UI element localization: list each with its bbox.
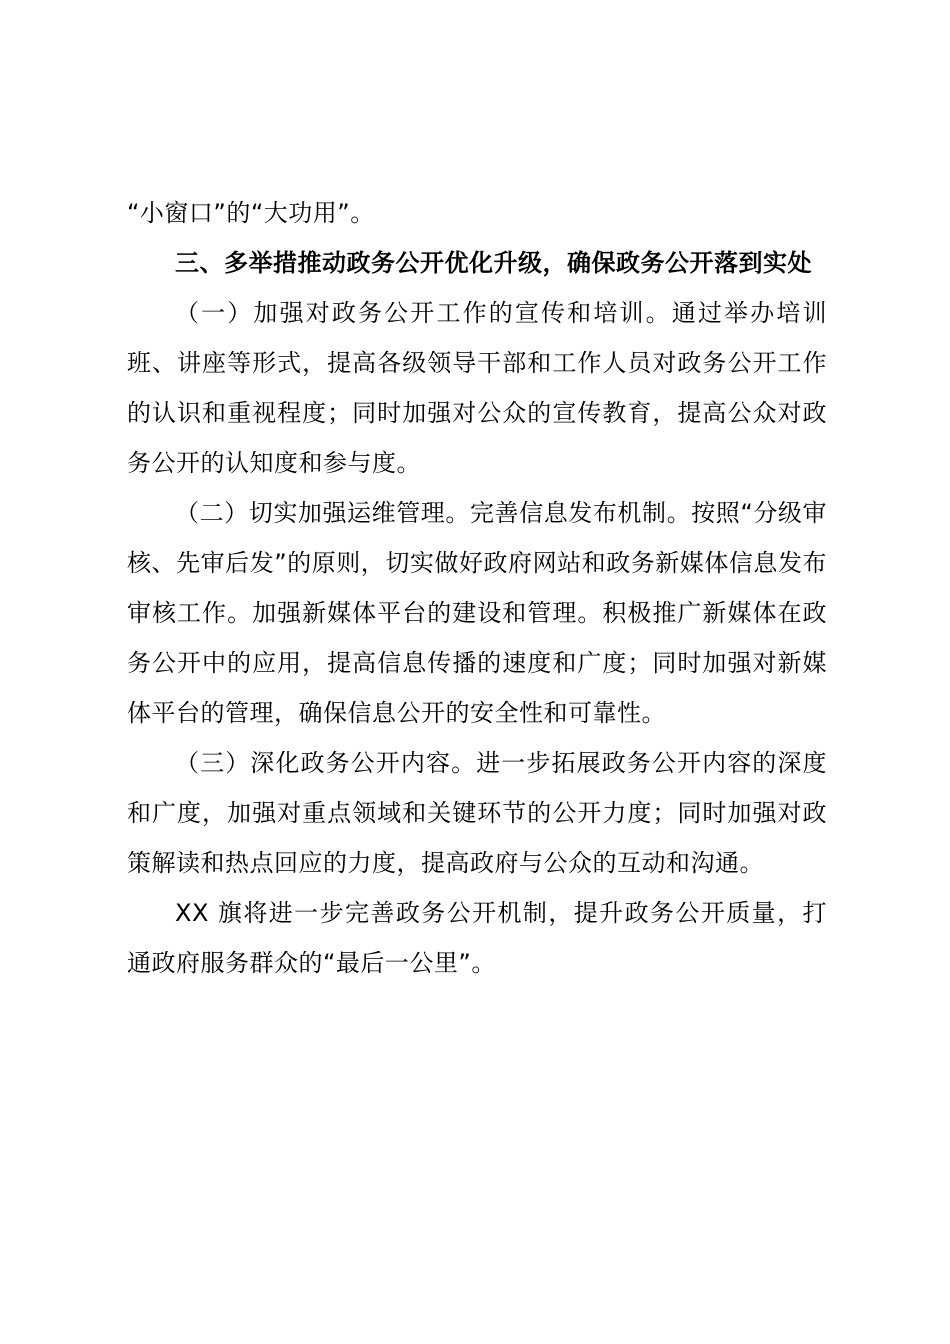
document-body [127, 188, 827, 988]
paragraph-item-2: （二）切实加强运维管理。完善信息发布机制。按照“分级审核、先审后发”的原则，切实做好政府网站和政务新媒体信息发布审核工作。加强新媒体平台的建设和管理。积极推广新媒体在政务公开中的应用，提高信息传播的速度和广度；同时加强对新媒体平台的管理，确保信息公开的安全性和可靠性。 [127, 499, 827, 727]
paragraph-conclusion: XX 旗将进一步完善政务公开机制，提升政务公开质量，打通政府服务群众的“最后一公里”。 [127, 899, 827, 977]
paragraph-item-1: （一）加强对政务公开工作的宣传和培训。通过举办培训班、讲座等形式，提高各级领导干部和工作人员对政务公开工作的认识和重视程度；同时加强对公众的宣传教育，提高公众对政务公开的认知度和参与度。 [127, 299, 827, 477]
paragraph-item-3: （三）深化政务公开内容。进一步拓展政务公开内容的深度和广度，加强对重点领域和关键环节的公开力度；同时加强对政策解读和热点回应的力度，提高政府与公众的互动和沟通。 [127, 749, 827, 877]
paragraph-continuation: “小窗口”的“大功用”。 [127, 199, 375, 227]
section-heading-3: 三、多举措推动政务公开优化升级，确保政务公开落到实处 [175, 249, 812, 277]
